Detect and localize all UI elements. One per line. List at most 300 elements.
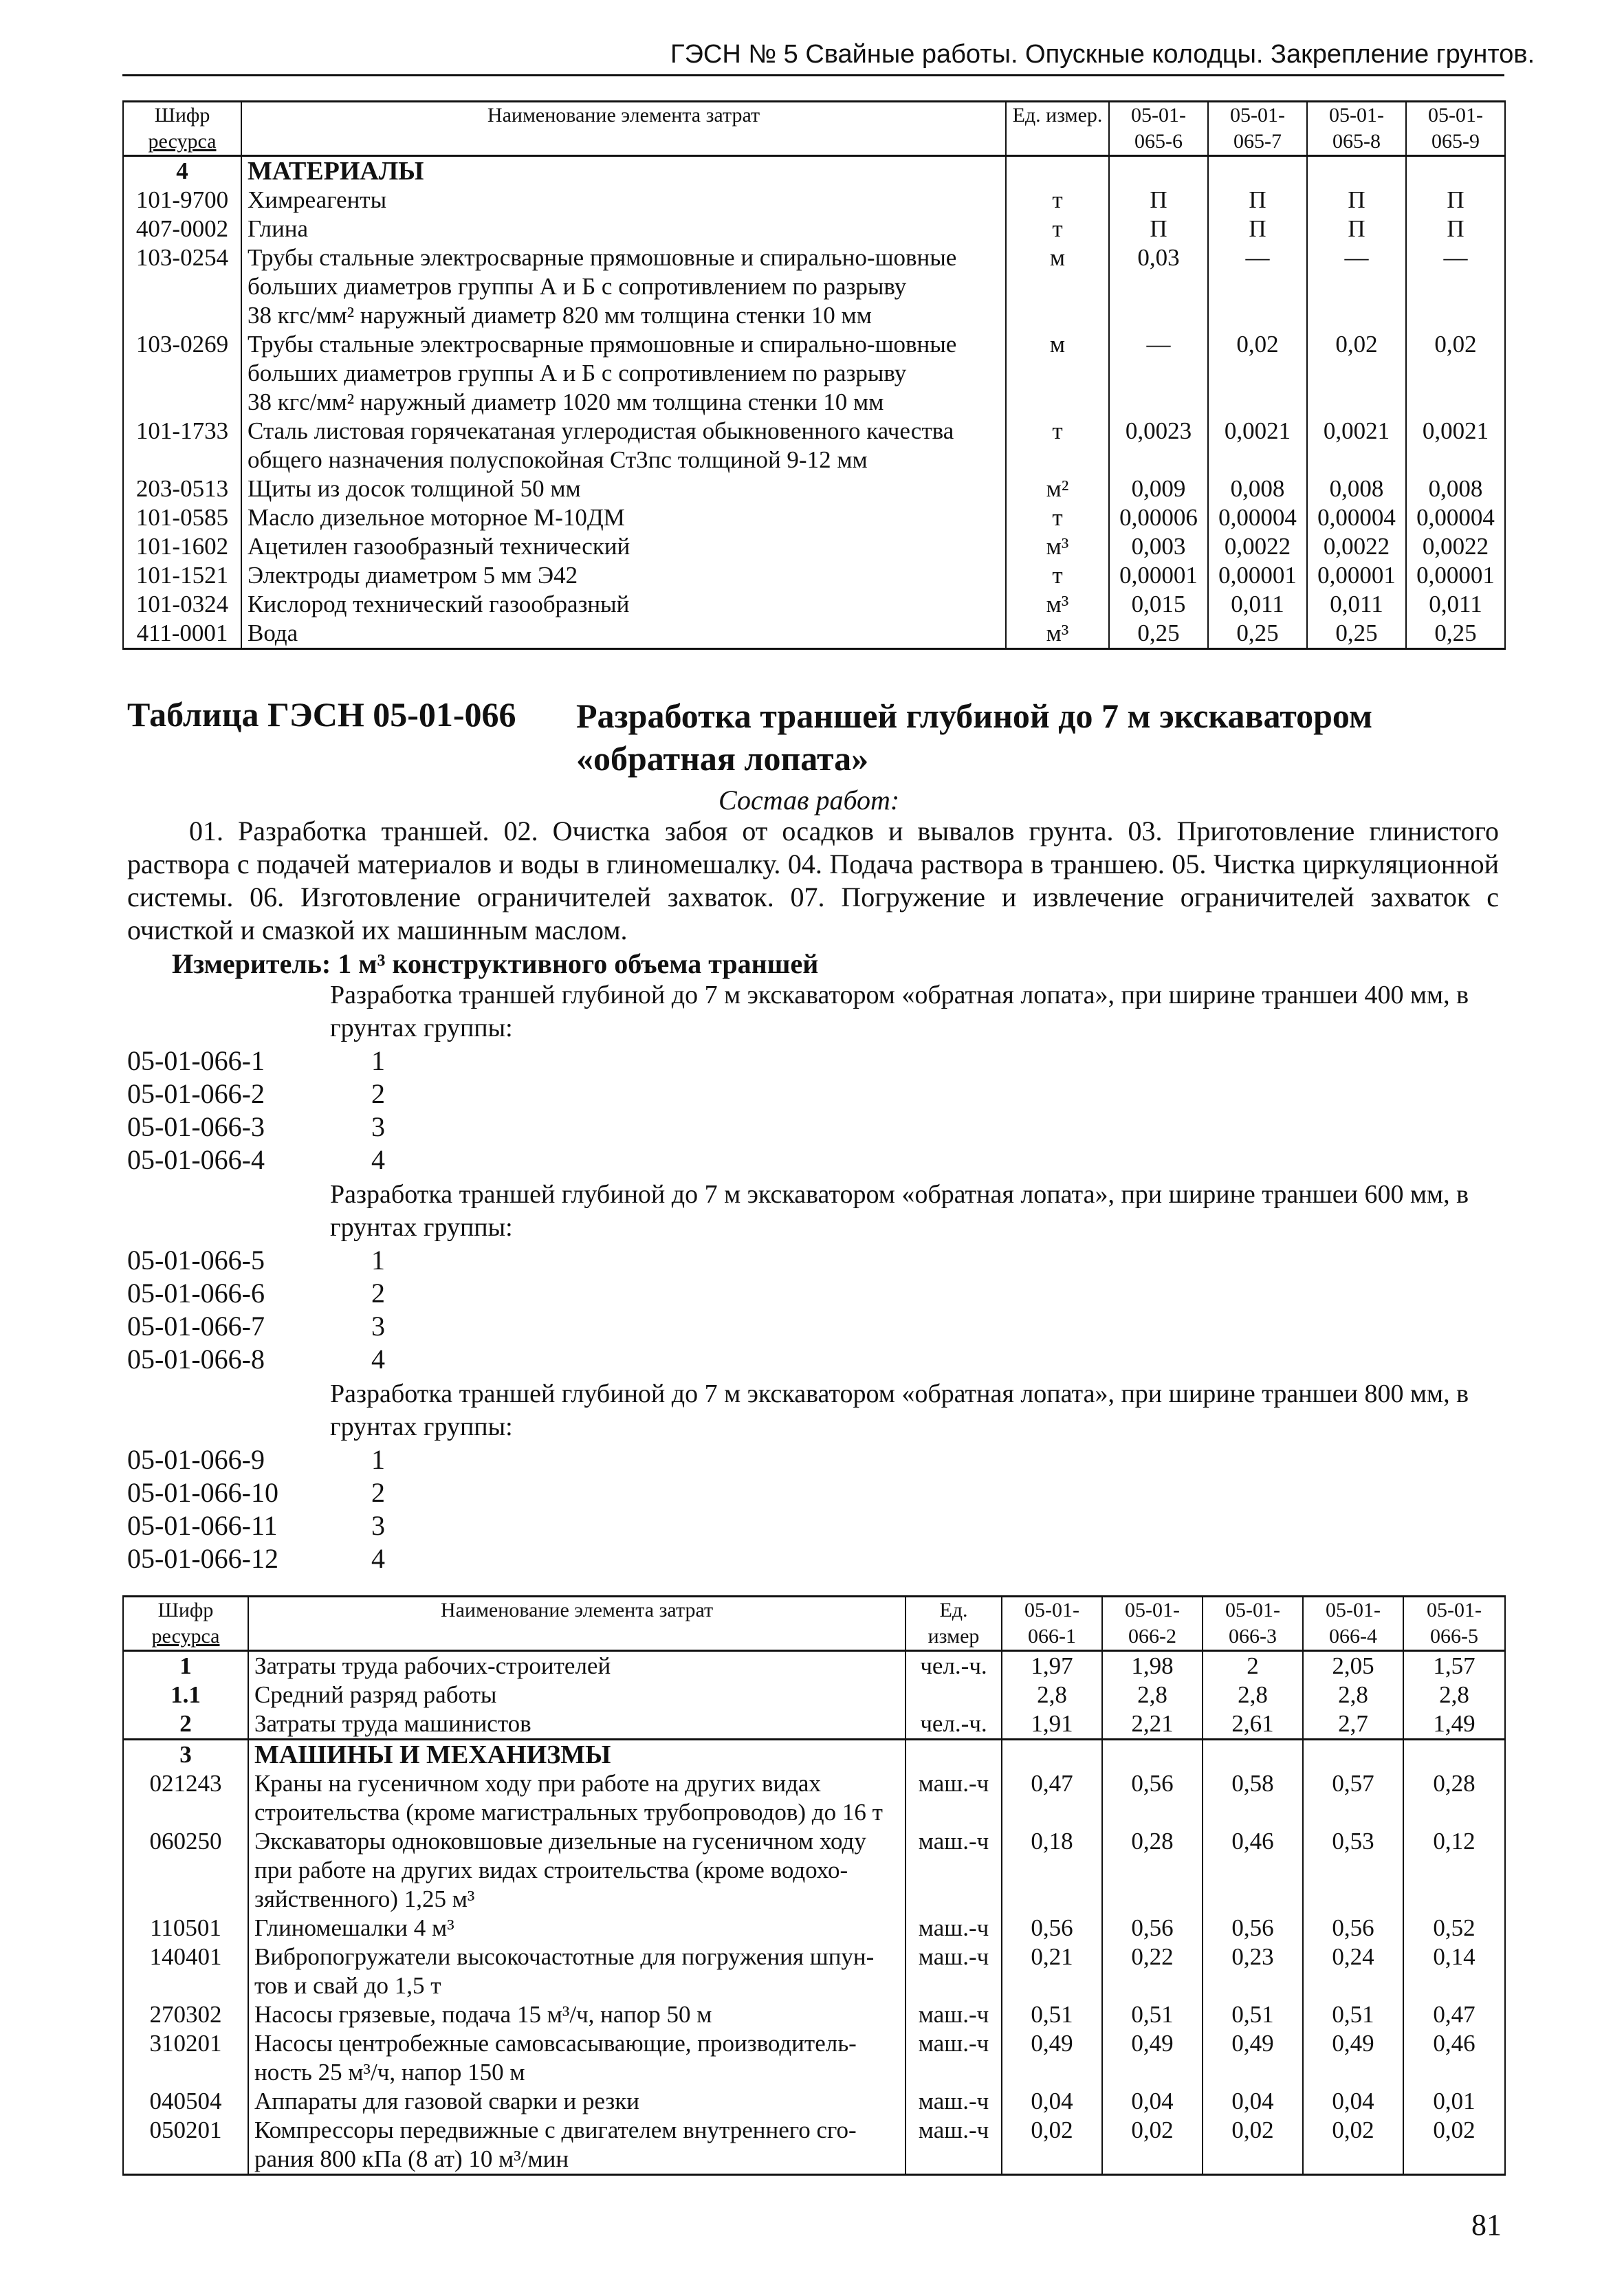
table-title-text [576,695,1470,780]
value-cell: 0,02 [1002,2116,1102,2175]
soil-group-number: 3 [371,1111,385,1142]
unit-cell: м [1006,330,1109,417]
unit-cell: т [1006,561,1109,590]
cost-name: Глина [241,215,1006,243]
cost-name-line: Сталь листовая горячекатаная углеродистая обыкновенного качества [248,417,954,444]
header-norm-code [1307,102,1406,156]
header-norm-code [1203,1597,1303,1651]
value-cell: 2,7 [1303,1709,1403,1740]
value-cell: 0,0022 [1208,532,1307,561]
header-norm-line: 05-01- [1024,1599,1079,1621]
soil-group-number: 3 [371,1311,385,1342]
running-head-rule [122,74,1504,76]
value-cell: 0,04 [1303,2087,1403,2116]
value-cell: 0,0023 [1109,417,1208,474]
soil-group-number: 2 [371,1477,385,1508]
table-row [123,503,1505,532]
value-cell: 0,02 [1403,2116,1505,2175]
unit-cell [906,1681,1002,1709]
value-cell: 0,0021 [1208,417,1307,474]
value-cell: П [1208,215,1307,243]
value-cell: 0,011 [1406,590,1505,619]
cost-name-line: Трубы стальные электросварные прямошовные и спирально-шовные [248,244,957,271]
table-row [123,2087,1505,2116]
value-cell: 0,01 [1403,2087,1505,2116]
unit-cell: чел.-ч. [906,1651,1002,1681]
cost-name: Химреагенты [241,186,1006,215]
value-cell: П [1307,215,1406,243]
value-cell: П [1406,186,1505,215]
header-name: Наименование элемента затрат [248,1597,906,1651]
resource-code: 101-1602 [123,532,241,561]
table-row [123,1827,1505,1914]
resource-code: 407-0002 [123,215,241,243]
table-header-row [123,1597,1505,1651]
cost-name: Средний разряд работы [248,1681,906,1709]
value-cell: 0,04 [1002,2087,1102,2116]
norm-code: 05-01-066-5 [127,1245,265,1276]
resource-code: 040504 [123,2087,248,2116]
value-cell: 0,24 [1303,1943,1403,2000]
cost-name-line: при работе на других видах строительства (кроме водохо- [254,1857,848,1883]
header-norm-line: 066-5 [1430,1625,1478,1648]
resource-code: 110501 [123,1914,248,1943]
value-cell: 0,51 [1102,2000,1203,2029]
cost-name: Насосы грязевые, подача 15 м³/ч, напор 50 м [248,2000,906,2029]
value-cell: 0,46 [1403,2029,1505,2087]
resource-code: 021243 [123,1769,248,1827]
value-cell: 0,04 [1203,2087,1303,2116]
value-cell: 0,003 [1109,532,1208,561]
header-norm-line: 065-8 [1332,130,1381,153]
section-row [123,1740,1505,1770]
value-cell: 0,51 [1203,2000,1303,2029]
value-cell: 0,25 [1109,619,1208,649]
value-cell: 0,011 [1208,590,1307,619]
empty-cell [1203,1740,1303,1770]
value-cell: 2,8 [1102,1681,1203,1709]
meter: Измеритель: 1 м³ конструктивного объема траншей [172,948,819,979]
value-cell: 0,53 [1303,1827,1403,1914]
value-cell: 0,011 [1307,590,1406,619]
value-cell: 0,56 [1203,1914,1303,1943]
unit-cell: маш.-ч [906,2029,1002,2087]
value-cell: 0,25 [1406,619,1505,649]
value-cell: 0,23 [1203,1943,1303,2000]
cost-name-line: Компрессоры передвижные с двигателем внутреннего сго- [254,2117,857,2143]
cost-name-line: общего назначения полуспокойная Ст3пс толщиной 9-12 мм [248,446,868,473]
cost-name [248,2116,906,2175]
cost-name-line: зяйственного) 1,25 м³ [254,1885,475,1912]
group-description: Разработка траншей глубиной до 7 м экскаватором «обратная лопата», при ширине траншеи 400 мм, в грунтах группы: [330,981,1469,1042]
section-code: 4 [123,156,241,186]
value-cell: 0,008 [1208,474,1307,503]
table-title-line: «обратная лопата» [576,739,869,778]
unit-cell: т [1006,503,1109,532]
value-cell: П [1406,215,1505,243]
value-cell: 2,8 [1002,1681,1102,1709]
value-cell: 2,8 [1403,1681,1505,1709]
value-cell: 0,00001 [1307,561,1406,590]
unit-cell: маш.-ч [906,2116,1002,2175]
soil-group-number: 1 [371,1045,385,1076]
norm-code: 05-01-066-7 [127,1311,265,1342]
header-norm-code [1102,1597,1203,1651]
table-header-row [123,102,1505,156]
table-row [123,474,1505,503]
value-cell: 0,0021 [1307,417,1406,474]
cost-name: Вода [241,619,1006,649]
cost-name-line: 38 кгс/мм² наружный диаметр 1020 мм толщина стенки 10 мм [248,389,884,415]
unit-cell: м [1006,243,1109,330]
value-cell: 0,14 [1403,1943,1505,2000]
unit-cell: маш.-ч [906,2087,1002,2116]
header-norm-line: 066-2 [1128,1625,1176,1648]
value-cell: 1,91 [1002,1709,1102,1740]
header-unit: Ед. измер. [1006,102,1109,156]
header-norm-code [1403,1597,1505,1651]
machines-table [122,1595,1506,2176]
cost-name-line: ность 25 м³/ч, напор 150 м [254,2059,525,2086]
header-code [123,1597,248,1651]
empty-cell [1006,156,1109,186]
resource-code: 101-9700 [123,186,241,215]
resource-code: 411-0001 [123,619,241,649]
table-title-label: Таблица ГЭСН 05-01-066 [127,695,516,734]
resource-code: 101-1733 [123,417,241,474]
value-cell: 0,00004 [1406,503,1505,532]
cost-name: Щиты из досок толщиной 50 мм [241,474,1006,503]
value-cell: 0,009 [1109,474,1208,503]
value-cell: 0,02 [1406,330,1505,417]
table-row [123,1709,1505,1740]
materials-table [122,100,1506,650]
cost-name-line: Краны на гусеничном ходу при работе на других видах [254,1770,821,1797]
value-cell: 0,51 [1002,2000,1102,2029]
value-cell: 0,008 [1307,474,1406,503]
table-row [123,186,1505,215]
norm-code: 05-01-066-8 [127,1344,265,1375]
value-cell: 0,22 [1102,1943,1203,2000]
section-label: МАТЕРИАЛЫ [241,156,1006,186]
table-row [123,330,1505,417]
value-cell: 0,51 [1303,2000,1403,2029]
soil-group-number: 4 [371,1144,385,1175]
running-head: ГЭСН № 5 Свайные работы. Опускные колодцы. Закрепление грунтов. [670,40,1535,69]
header-norm-code [1109,102,1208,156]
cost-name: Электроды диаметром 5 мм Э42 [241,561,1006,590]
unit-cell: маш.-ч [906,1769,1002,1827]
empty-cell [1102,1740,1203,1770]
norm-code: 05-01-066-4 [127,1144,265,1175]
header-norm-line: 065-7 [1233,130,1282,153]
value-cell: — [1109,330,1208,417]
composition-text: 01. Разработка траншей. 02. Очистка забоя от осадков и вывалов грунта. 03. Приготовление глинистого раствора с подачей материалов и воды в глиномешалку. 04. Подача раствора в траншею. 05. Чистка циркуляционной системы. 06. Изготовление ограничителей захваток. 07. Погружение и извлечение ограничителей захваток с очисткой и смазкой их машинным маслом. [127,816,1499,945]
cost-name-line: Экскаваторы одноковшовые дизельные на гусеничном ходу [254,1828,866,1855]
cost-name: Масло дизельное моторное М-10ДМ [241,503,1006,532]
cost-name [241,243,1006,330]
section-code: 3 [123,1740,248,1770]
norm-code: 05-01-066-2 [127,1078,265,1109]
value-cell: 0,56 [1303,1914,1403,1943]
table-row [123,1681,1505,1709]
resource-code: 103-0269 [123,330,241,417]
value-cell: 0,02 [1208,330,1307,417]
value-cell: 0,58 [1203,1769,1303,1827]
unit-cell: чел.-ч. [906,1709,1002,1740]
value-cell: 0,02 [1203,2116,1303,2175]
norm-code: 05-01-066-10 [127,1477,278,1508]
value-cell: 0,52 [1403,1914,1505,1943]
cost-name-line: 38 кгс/мм² наружный диаметр 820 мм толщина стенки 10 мм [248,302,872,329]
empty-cell [906,1740,1002,1770]
value-cell: 0,46 [1203,1827,1303,1914]
table-row [123,1651,1505,1681]
resource-code: 203-0513 [123,474,241,503]
resource-code: 101-0324 [123,590,241,619]
unit-cell: м³ [1006,590,1109,619]
value-cell: 0,00006 [1109,503,1208,532]
value-cell: 2 [1203,1651,1303,1681]
cost-name: Аппараты для газовой сварки и резки [248,2087,906,2116]
cost-name: Ацетилен газообразный технический [241,532,1006,561]
cost-name-line: Трубы стальные электросварные прямошовные и спирально-шовные [248,331,957,358]
header-norm-code [1303,1597,1403,1651]
value-cell: 0,49 [1102,2029,1203,2087]
cost-name [241,330,1006,417]
value-cell: 0,03 [1109,243,1208,330]
norm-code: 05-01-066-11 [127,1510,278,1541]
header-norm-code [1406,102,1505,156]
value-cell: 0,56 [1102,1769,1203,1827]
composition-heading: Состав работ: [718,785,900,816]
table-row [123,2029,1505,2087]
resource-code: 2 [123,1709,248,1740]
header-norm-code [1208,102,1307,156]
header-unit: Ед. измер [906,1597,1002,1651]
cost-name [241,417,1006,474]
value-cell: — [1208,243,1307,330]
value-cell: 1,98 [1102,1651,1203,1681]
table-row [123,590,1505,619]
empty-cell [1303,1740,1403,1770]
group-description: Разработка траншей глубиной до 7 м экскаватором «обратная лопата», при ширине траншеи 600 мм, в грунтах группы: [330,1180,1469,1242]
value-cell: П [1208,186,1307,215]
unit-cell: маш.-ч [906,1827,1002,1914]
unit-cell: м³ [1006,619,1109,649]
soil-group-number: 1 [371,1444,385,1475]
header-norm-line: 066-3 [1229,1625,1277,1648]
value-cell: 0,28 [1102,1827,1203,1914]
header-norm-line: 05-01- [1326,1599,1381,1621]
value-cell: 0,25 [1307,619,1406,649]
table-row [123,215,1505,243]
cost-name: Затраты труда машинистов [248,1709,906,1740]
soil-group-number: 1 [371,1245,385,1276]
header-norm-line: 05-01- [1131,104,1186,127]
table-title-line: Разработка траншей глубиной до 7 м экскаватором [576,697,1373,735]
table-row [123,417,1505,474]
norm-code: 05-01-066-12 [127,1543,278,1574]
value-cell: П [1109,186,1208,215]
value-cell: 0,00001 [1406,561,1505,590]
unit-cell: м³ [1006,532,1109,561]
value-cell: 0,56 [1002,1914,1102,1943]
resource-code: 101-0585 [123,503,241,532]
value-cell: 0,04 [1102,2087,1203,2116]
table-row [123,532,1505,561]
resource-code: 270302 [123,2000,248,2029]
value-cell: 0,00004 [1307,503,1406,532]
value-cell: 0,21 [1002,1943,1102,2000]
header-code [123,102,241,156]
cost-name-line: больших диаметров группы А и Б с сопротивлением по разрыву [248,273,907,300]
cost-name-line: Насосы центробежные самовсасывающие, производитель- [254,2030,857,2057]
header-norm-line: 066-1 [1028,1625,1076,1648]
empty-cell [1406,156,1505,186]
value-cell: 0,008 [1406,474,1505,503]
value-cell: 0,47 [1002,1769,1102,1827]
value-cell: 0,56 [1102,1914,1203,1943]
value-cell: 0,28 [1403,1769,1505,1827]
header-norm-line: 05-01- [1225,1599,1280,1621]
value-cell: 0,25 [1208,619,1307,649]
cost-name-line: Вибропогружатели высокочастотные для погружения шпун- [254,1943,875,1970]
table-row [123,619,1505,649]
soil-group-number: 2 [371,1078,385,1109]
table-row [123,1914,1505,1943]
table-row [123,561,1505,590]
value-cell: 0,49 [1303,2029,1403,2087]
section-row [123,156,1505,186]
soil-group-number: 4 [371,1543,385,1574]
cost-name-line: больших диаметров группы А и Б с сопротивлением по разрыву [248,360,907,386]
unit-cell: т [1006,215,1109,243]
soil-group-number: 2 [371,1278,385,1309]
cost-name-line: строительства (кроме магистральных трубопроводов) до 16 т [254,1799,883,1826]
value-cell: 1,49 [1403,1709,1505,1740]
resource-code: 060250 [123,1827,248,1914]
cost-name-line: тов и свай до 1,5 т [254,1972,441,1999]
value-cell: 0,02 [1307,330,1406,417]
norm-code: 05-01-066-9 [127,1444,265,1475]
header-norm-line: 05-01- [1125,1599,1180,1621]
value-cell: 2,05 [1303,1651,1403,1681]
header-norm-line: 065-6 [1134,130,1183,153]
group-description: Разработка траншей глубиной до 7 м экскаватором «обратная лопата», при ширине траншеи 800 мм, в грунтах группы: [330,1379,1469,1441]
value-cell: 0,12 [1403,1827,1505,1914]
header-code-line: ресурса [148,130,217,153]
resource-code: 101-1521 [123,561,241,590]
unit-cell: т [1006,186,1109,215]
cost-name: Кислород технический газообразный [241,590,1006,619]
value-cell: 0,0022 [1406,532,1505,561]
value-cell: 0,02 [1303,2116,1403,2175]
section-label: МАШИНЫ И МЕХАНИЗМЫ [248,1740,906,1770]
value-cell: 2,8 [1203,1681,1303,1709]
empty-cell [1002,1740,1102,1770]
table-row [123,2116,1505,2175]
header-name: Наименование элемента затрат [241,102,1006,156]
cost-name-line: рания 800 кПа (8 ат) 10 м³/мин [254,2145,569,2172]
empty-cell [1208,156,1307,186]
header-norm-line: 065-9 [1431,130,1480,153]
cost-name: Глиномешалки 4 м³ [248,1914,906,1943]
value-cell: 2,21 [1102,1709,1203,1740]
resource-code: 1 [123,1651,248,1681]
header-norm-line: 05-01- [1428,104,1483,127]
cost-name [248,1943,906,2000]
header-norm-line: 05-01- [1427,1599,1482,1621]
resource-code: 1.1 [123,1681,248,1709]
header-norm-line: 05-01- [1329,104,1384,127]
value-cell: 2,8 [1303,1681,1403,1709]
value-cell: 0,02 [1102,2116,1203,2175]
value-cell: 0,49 [1203,2029,1303,2087]
cost-name: Затраты труда рабочих-строителей [248,1651,906,1681]
empty-cell [1307,156,1406,186]
value-cell: 1,57 [1403,1651,1505,1681]
value-cell: 0,57 [1303,1769,1403,1827]
value-cell: 0,18 [1002,1827,1102,1914]
unit-cell: т [1006,417,1109,474]
value-cell: 0,49 [1002,2029,1102,2087]
value-cell: 2,61 [1203,1709,1303,1740]
value-cell: 0,00004 [1208,503,1307,532]
value-cell: 0,0022 [1307,532,1406,561]
value-cell: 0,47 [1403,2000,1505,2029]
cost-name [248,1827,906,1914]
soil-group-number: 4 [371,1344,385,1375]
header-norm-line: 066-4 [1329,1625,1377,1648]
soil-group-number: 3 [371,1510,385,1541]
header-code-line: Шифр [157,1599,214,1621]
table-row [123,1769,1505,1827]
header-code-line: ресурса [151,1625,220,1648]
cost-name [248,2029,906,2087]
value-cell: 0,00001 [1109,561,1208,590]
table-row [123,1943,1505,2000]
value-cell: 0,015 [1109,590,1208,619]
value-cell: П [1109,215,1208,243]
norm-code: 05-01-066-3 [127,1111,265,1142]
resource-code: 140401 [123,1943,248,2000]
resource-code: 103-0254 [123,243,241,330]
unit-cell: маш.-ч [906,1943,1002,2000]
norm-code: 05-01-066-1 [127,1045,265,1076]
value-cell: 0,00001 [1208,561,1307,590]
header-norm-line: 05-01- [1230,104,1285,127]
table-row [123,2000,1505,2029]
header-code-line: Шифр [154,104,210,127]
value-cell: — [1307,243,1406,330]
unit-cell: маш.-ч [906,1914,1002,1943]
empty-cell [1109,156,1208,186]
unit-cell: м² [1006,474,1109,503]
norm-code: 05-01-066-6 [127,1278,265,1309]
value-cell: 1,97 [1002,1651,1102,1681]
resource-code: 310201 [123,2029,248,2087]
header-norm-code [1002,1597,1102,1651]
page-number: 81 [1471,2208,1502,2242]
value-cell: — [1406,243,1505,330]
value-cell: П [1307,186,1406,215]
table-row [123,243,1505,330]
unit-cell: маш.-ч [906,2000,1002,2029]
cost-name [248,1769,906,1827]
value-cell: 0,0021 [1406,417,1505,474]
resource-code: 050201 [123,2116,248,2175]
